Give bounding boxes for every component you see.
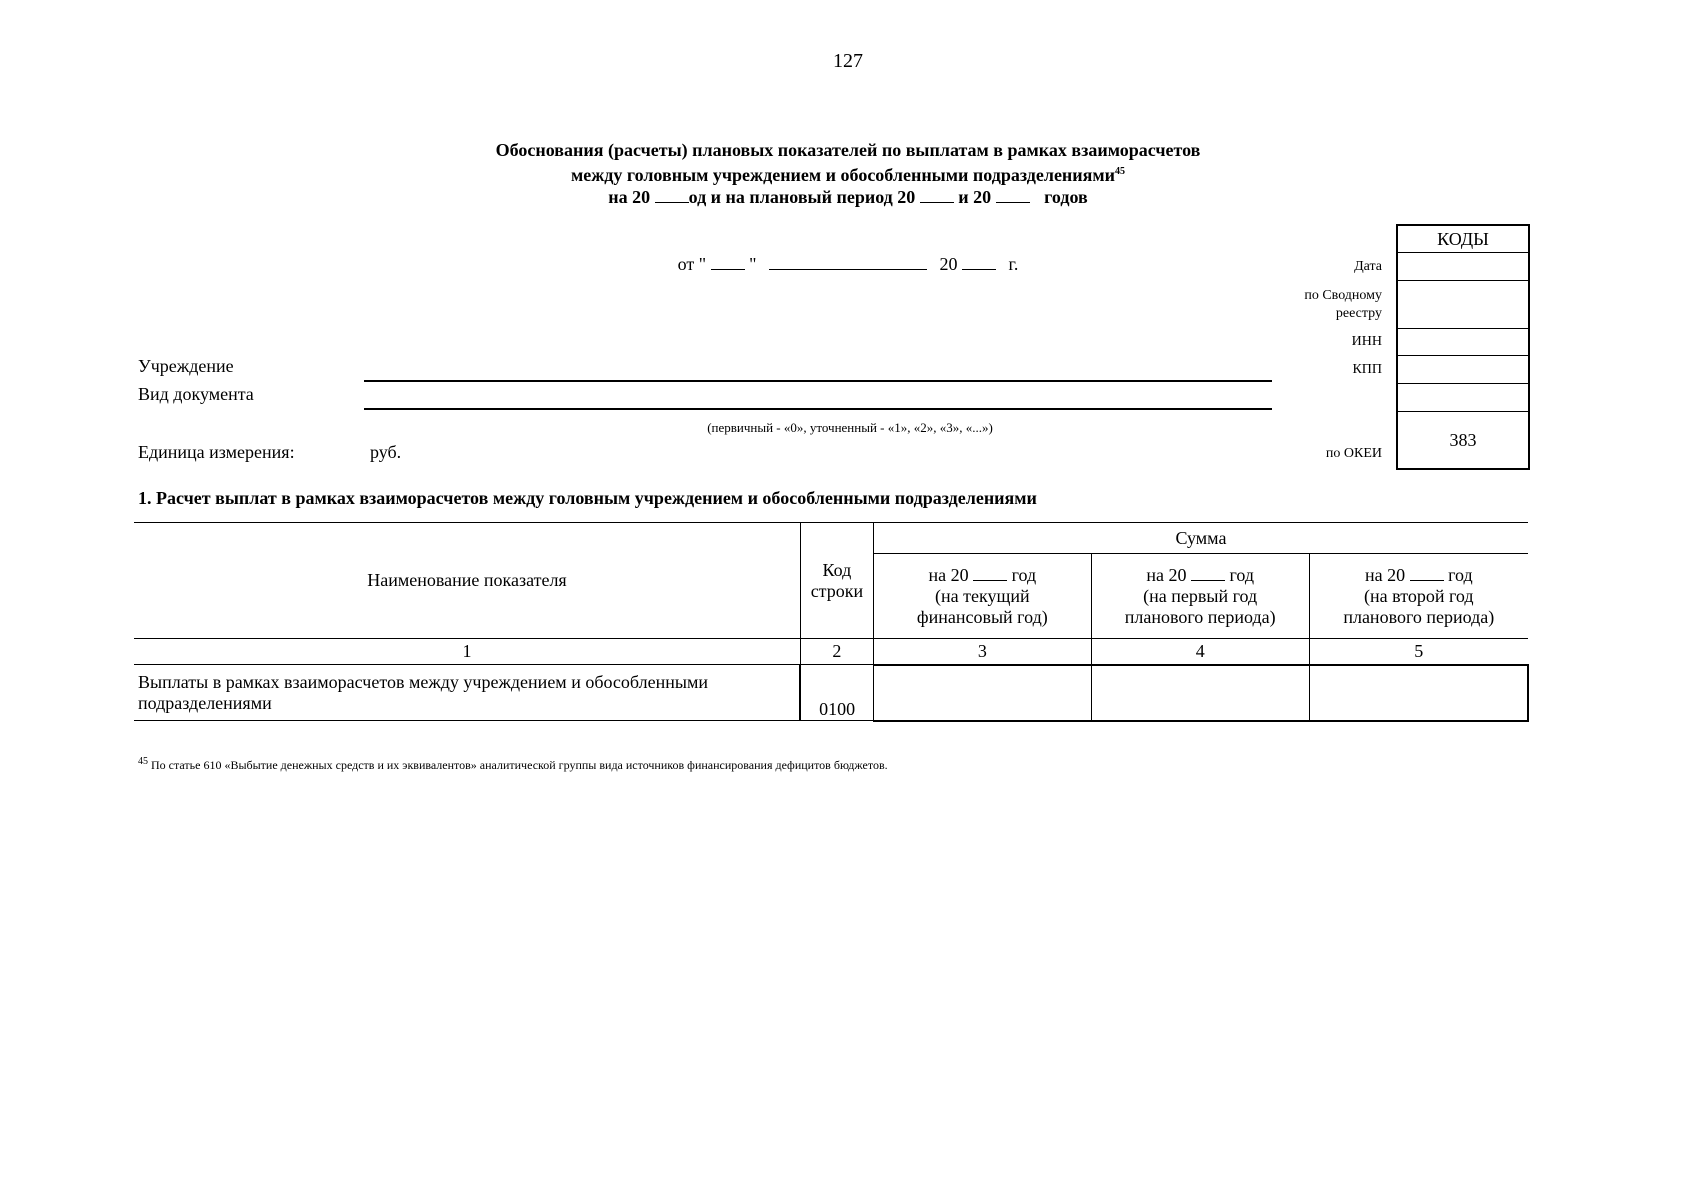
year-blank[interactable] [655,202,689,203]
column-header-code: Код строки [800,523,873,639]
institution-line[interactable] [364,380,1272,382]
kpp-code-cell[interactable] [1398,356,1528,384]
year-blank[interactable] [962,269,996,270]
institution-label: Учреждение [138,356,234,376]
page-number: 127 [833,50,863,72]
column-number-5: 5 [1309,639,1528,665]
year-blank[interactable] [973,580,1007,581]
okei-code-cell: 383 [1449,430,1477,450]
year-blank[interactable] [920,202,954,203]
year-blank[interactable] [1191,580,1225,581]
footnote-ref: 45 [1115,166,1126,177]
table-row [134,665,1528,721]
registry-label-2: реестру [1335,306,1382,321]
payments-table [134,522,1529,722]
column-number-4: 4 [1091,639,1309,665]
row-name: Выплаты в рамках взаиморасчетов между учреждением и обособленными подразделениями [134,665,800,721]
column-header-year-first: на 20 год (на первый год планового периода) [1091,554,1309,639]
column-number-2: 2 [800,639,873,665]
section-title: 1. Расчет выплат в рамках взаиморасчетов между головным учреждением и обособленными подразделениями [138,488,1037,508]
form-title-line-2: между головным учреждением и обособленными подразделениями$^{45}$ [570,165,1126,185]
date-label: Дата [1354,259,1382,274]
row-code: 0100 [800,665,873,721]
column-header-year-current: на 20 год (на текущий финансовый год) [873,554,1091,639]
form-title-line-1: Обоснования (расчеты) плановых показателей по выплатам в рамках взаиморасчетов [495,140,1201,160]
month-blank[interactable] [769,269,927,270]
doc-type-line[interactable] [364,408,1272,410]
kpp-label: КПП [1352,362,1382,377]
sum-first-cell[interactable] [1091,665,1309,721]
doc-type-code-cell[interactable] [1398,384,1528,412]
doc-type-label: Вид документа [138,384,254,404]
unit-value: руб. [370,442,402,462]
year-blank[interactable] [1410,580,1444,581]
registry-label-1: по Сводному [1304,288,1382,303]
registry-code-cell[interactable] [1398,281,1528,329]
date-code-cell[interactable] [1398,253,1528,281]
footnote: $^{45}$ По статье 610 «Выбытие денежных средств и их эквивалентов» аналитической группы вида источников финансирования дефицитов бюджетов. [138,756,888,772]
column-header-sum: Сумма [873,523,1528,554]
sum-current-cell[interactable] [873,665,1091,721]
day-blank[interactable] [711,269,745,270]
column-number-3: 3 [873,639,1091,665]
form-title-line-3: на 20 од и на плановый период 20 и 20 годов [608,187,1088,207]
inn-label: ИНН [1351,334,1382,349]
okei-label: по ОКЕИ [1325,446,1382,461]
year-blank[interactable] [996,202,1030,203]
column-header-year-second: на 20 год (на второй год планового периода) [1309,554,1528,639]
document-date-line: от " " 20 г. [677,254,1019,274]
codes-box [1396,224,1530,470]
inn-code-cell[interactable] [1398,329,1528,356]
codes-header: КОДЫ [1398,226,1528,253]
doc-type-note: (первичный - «0», уточненный - «1», «2», «3», «...») [707,420,993,435]
column-header-name: Наименование показателя [134,523,800,639]
unit-label: Единица измерения: [138,442,295,462]
sum-second-cell[interactable] [1309,665,1528,721]
column-number-1: 1 [134,639,800,665]
